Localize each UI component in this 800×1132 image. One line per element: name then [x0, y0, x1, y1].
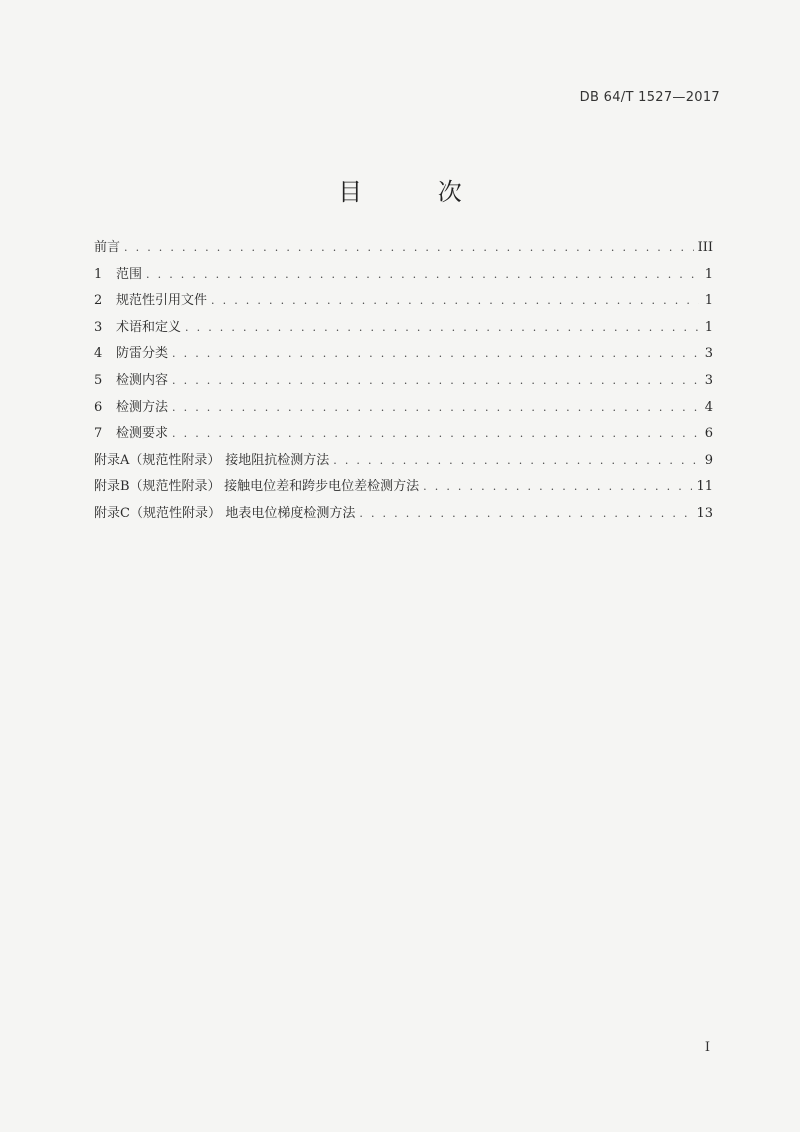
toc-page-number: 13 [696, 505, 713, 521]
page-number: I [704, 1040, 710, 1055]
toc-number: 3 [94, 319, 103, 335]
toc-row-4[interactable] [94, 342, 713, 369]
toc-leader-dots [423, 480, 692, 493]
toc-leader-dots [359, 507, 692, 520]
toc-leader-dots [172, 347, 699, 360]
toc-appendix-title: 地表电位梯度检测方法 [225, 505, 356, 521]
toc-appendix-title: 接触电位差和跨步电位差检测方法 [224, 479, 420, 495]
toc-page-number: III [697, 240, 713, 255]
toc-label: 检测方法 [116, 399, 169, 415]
table-of-contents [94, 236, 713, 529]
toc-page-number: 4 [704, 399, 713, 415]
toc-page-number: 3 [704, 372, 713, 388]
toc-leader-dots [211, 294, 699, 307]
document-id: DB 64/T 1527—2017 [579, 90, 720, 105]
toc-label: 术语和定义 [116, 319, 182, 335]
toc-row-1[interactable] [94, 263, 713, 290]
toc-page-number: 1 [704, 266, 713, 282]
toc-leader-dots [333, 454, 699, 467]
toc-row-appendix-b[interactable] [94, 475, 713, 502]
toc-page-number: 9 [704, 452, 713, 468]
toc-leader-dots [172, 401, 699, 414]
toc-page-number: 1 [704, 293, 713, 309]
toc-row-2[interactable] [94, 289, 713, 316]
toc-label: 范围 [116, 266, 143, 282]
toc-leader-dots [172, 427, 699, 440]
toc-leader-dots [146, 268, 699, 281]
toc-appendix-title: 接地阻抗检测方法 [225, 452, 330, 468]
toc-row-appendix-a[interactable] [94, 449, 713, 476]
toc-number: 1 [94, 266, 103, 282]
toc-number: 4 [94, 346, 103, 362]
toc-page-number: 6 [704, 426, 713, 442]
toc-row-appendix-c[interactable] [94, 502, 713, 529]
toc-label: 检测要求 [116, 426, 169, 442]
toc-leader-dots [185, 321, 699, 334]
toc-row-3[interactable] [94, 316, 713, 343]
toc-label: 规范性引用文件 [116, 293, 208, 309]
toc-title: 目 次 [338, 178, 496, 206]
toc-appendix-label: 附录A（规范性附录） [94, 452, 221, 468]
toc-number: 5 [94, 372, 103, 388]
toc-page-number: 11 [696, 479, 713, 495]
toc-row-7[interactable] [94, 422, 713, 449]
toc-appendix-label: 附录B（规范性附录） [94, 479, 221, 495]
toc-number: 6 [94, 399, 103, 415]
toc-leader-dots [172, 374, 699, 387]
toc-leader-dots [124, 241, 694, 254]
toc-number: 2 [94, 293, 103, 309]
toc-label: 前言 [94, 240, 121, 255]
toc-page-number: 3 [704, 346, 713, 362]
toc-row-foreword[interactable] [94, 236, 713, 263]
toc-number: 7 [94, 426, 103, 442]
toc-label: 防雷分类 [116, 346, 169, 362]
toc-row-6[interactable] [94, 396, 713, 423]
toc-label: 检测内容 [116, 372, 169, 388]
toc-appendix-label: 附录C（规范性附录） [94, 505, 221, 521]
toc-page-number: 1 [704, 319, 713, 335]
toc-row-5[interactable] [94, 369, 713, 396]
